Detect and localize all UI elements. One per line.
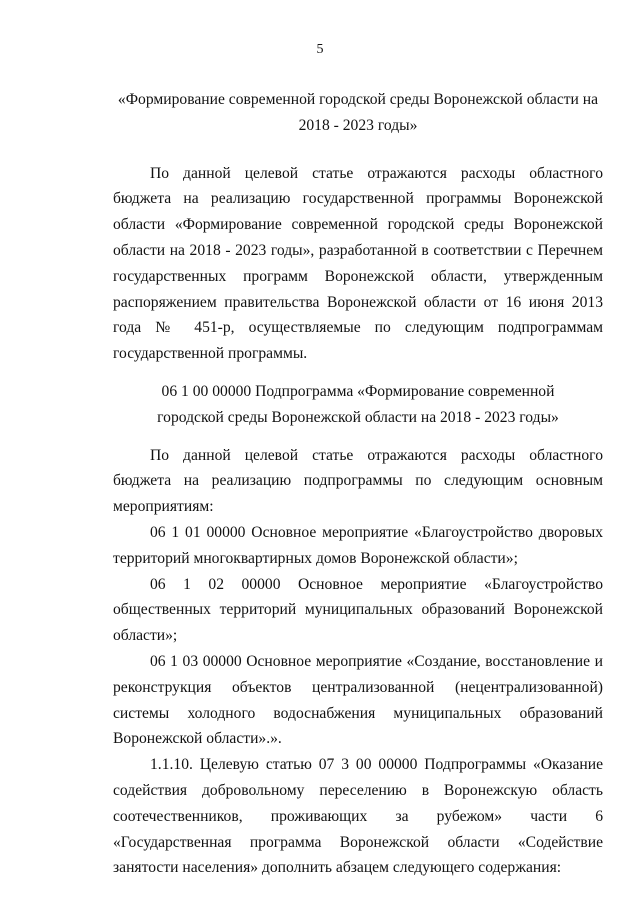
list-item-measure-03: 06 1 03 00000 Основное мероприятие «Создание, восстановление и реконструкция объектов централизованной (нецентрализованной) системы холодного водоснабжения муниципальных образований Воронежской области».». xyxy=(113,652,603,748)
document-heading: «Формирование современной городской среды Воронежской области на 2018 - 2023 годы» xyxy=(117,91,599,134)
spacer xyxy=(113,431,603,443)
subprogram-heading: 06 1 00 00000 Подпрограмма «Формирование современной городской среды Воронежской области на 2018 - 2023 годы» xyxy=(157,382,559,426)
page-number: 5 xyxy=(316,42,324,57)
paragraph-subprogram-description: По данной целевой статье отражаются расходы областного бюджета на реализацию подпрограммы по следующим основным мероприятиям: xyxy=(113,446,603,516)
list-item-measure-02: 06 1 02 00000 Основное мероприятие «Благоустройство общественных территорий муниципальных образований Воронежской области»; xyxy=(113,575,603,645)
paragraph-amendment: 1.1.10. Целевую статью 07 3 00 00000 Подпрограммы «Оказание содействия добровольному переселению в Воронежскую область соотечественников, проживающих за рубежом» части 6 «Государственная программа Воронежской области «Содействие занятости населения» дополнить абзацем следующего содержания: xyxy=(113,756,603,877)
list-item-measure-01: 06 1 01 00000 Основное мероприятие «Благоустройство дворовых территорий многоквартирных домов Воронежской области»; xyxy=(113,523,603,567)
spacer xyxy=(113,139,603,161)
spacer xyxy=(113,367,603,379)
paragraph-program-description: По данной целевой статье отражаются расходы областного бюджета на реализацию государственной программы Воронежской области «Формирование современной городской среды Воронежской области на 2018 - 2023 годы», разработанной в соответствии с Перечнем государственных программ Воронежской области, утвержденным распоряжением правительства Воронежской области от 16 июня 2013 года № 451-р, осуществляемые по следующим подпрограммам государственной программы. xyxy=(113,164,603,363)
document-body xyxy=(113,87,603,881)
